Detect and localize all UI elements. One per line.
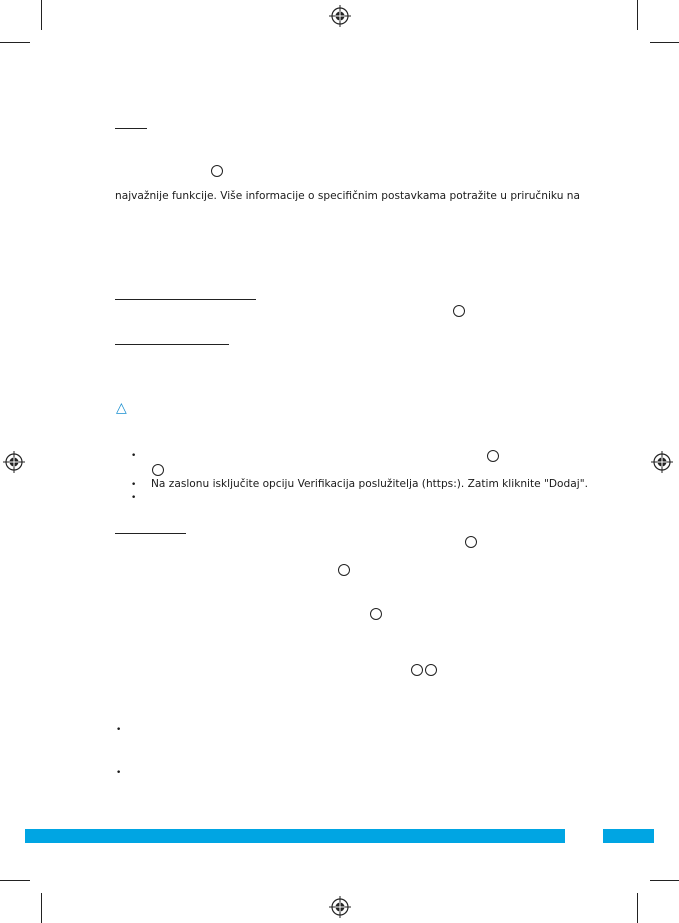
bullet-4: • [116, 725, 122, 735]
crop-mark-bottom-right-vertical [637, 893, 638, 923]
reference-circle-7 [370, 608, 382, 620]
bullet-5: • [116, 768, 122, 778]
footer-bar [25, 829, 565, 843]
reference-circle-8 [411, 664, 423, 676]
registration-mark-right [651, 451, 673, 473]
reference-circle-5 [465, 536, 477, 548]
crop-mark-top-left-vertical [41, 0, 42, 30]
bullet-3: • [131, 493, 137, 503]
crop-mark-bottom-left-horizontal [0, 880, 30, 881]
crop-mark-top-right-vertical [637, 0, 638, 30]
reference-circle-6 [338, 564, 350, 576]
registration-mark-bottom [329, 896, 351, 918]
warning-icon: △ [116, 400, 127, 416]
reference-circle-1 [211, 165, 223, 177]
footer-bar-tab [603, 829, 654, 843]
crop-mark-top-left-horizontal [0, 42, 30, 43]
reference-circle-9 [425, 664, 437, 676]
crop-mark-bottom-left-vertical [41, 893, 42, 923]
heading-underline-2 [115, 299, 256, 300]
bullet-2: • [131, 480, 137, 490]
bullet-1: • [131, 451, 137, 461]
body-text-line-1: najvažnije funkcije. Više informacije o specifičnim postavkama potražite u priručniku na [115, 190, 581, 202]
heading-underline-4 [115, 533, 186, 534]
heading-underline-1 [115, 128, 147, 129]
crop-mark-bottom-right-horizontal [650, 880, 679, 881]
reference-circle-4 [152, 464, 164, 476]
heading-underline-3 [115, 344, 229, 345]
registration-mark-left [3, 451, 25, 473]
reference-circle-3 [487, 450, 499, 462]
reference-circle-2 [453, 305, 465, 317]
crop-mark-top-right-horizontal [650, 42, 679, 43]
registration-mark-top [329, 5, 351, 27]
body-text-line-2: Na zaslonu isključite opciju Verifikacija poslužitelja (https:). Zatim kliknite "Dodaj". [151, 478, 588, 490]
